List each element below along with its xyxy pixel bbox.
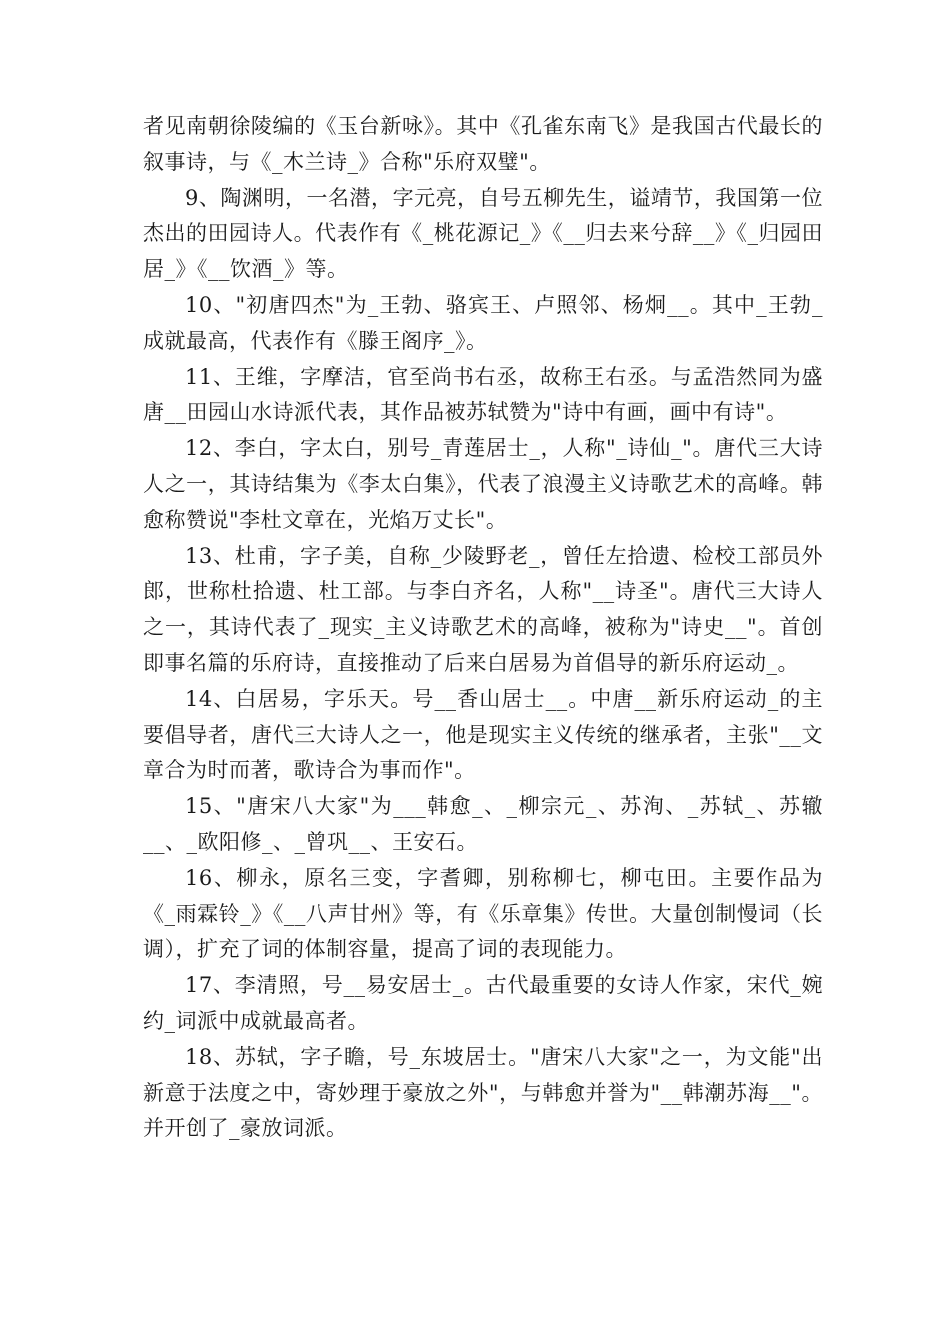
paragraph-item-14: 14、白居易，字乐天。号__香山居士__。中唐__新乐府运动_的主要倡导者，唐代三大诗人之一，他是现实主义传统的继承者，主张"__文章合为时而著，歌诗合为事而作"。 (143, 686, 823, 783)
paragraph-item-11: 11、王维，字摩洁，官至尚书右丞，故称王右丞。与孟浩然同为盛唐__田园山水诗派代表，其作品被苏轼赞为"诗中有画，画中有诗"。 (143, 364, 823, 425)
paragraph-item-15: 15、"唐宋八大家"为___韩愈_、_柳宗元_、苏洵、_苏轼_、苏辙__、_欧阳修_、_曾巩__、王安石。 (143, 794, 823, 854)
paragraph-item-10: 10、"初唐四杰"为_王勃、骆宾王、卢照邻、杨炯__。其中_王勃_成就最高，代表作有《滕王阁序_》。 (143, 292, 823, 353)
document-body (143, 109, 823, 1147)
paragraph-item-13: 13、杜甫，字子美，自称_少陵野老_，曾任左拾遗、检校工部员外郎，世称杜拾遗、杜工部。与李白齐名，人称"__诗圣"。唐代三大诗人之一，其诗代表了_现实_主义诗歌艺术的高峰，被称为"诗史__"。首创即事名篇的乐府诗，直接推动了后来白居易为首倡导的新乐府运动_。 (143, 543, 823, 675)
paragraph-item-16: 16、柳永，原名三变，字耆卿，别称柳七，柳屯田。主要作品为《_雨霖铃_》《__八声甘州》等，有《乐章集》传世。大量创制慢词（长调），扩充了词的体制容量，提高了词的表现能力。 (143, 865, 823, 962)
paragraph-continuation: 者见南朝徐陵编的《玉台新咏》。其中《孔雀东南飞》是我国古代最长的叙事诗，与《_木兰诗_》合称"乐府双璧"。 (143, 114, 823, 174)
paragraph-item-17: 17、李清照，号__易安居士_。古代最重要的女诗人作家，宋代_婉约_词派中成就最高者。 (143, 973, 823, 1033)
paragraph-item-12: 12、李白，字太白，别号_青莲居士_，人称"_诗仙_"。唐代三大诗人之一，其诗结集为《李太白集》，代表了浪漫主义诗歌艺术的高峰。韩愈称赞说"李杜文章在，光焰万丈长"。 (143, 436, 823, 532)
paragraph-item-18: 18、苏轼，字子瞻，号_东坡居士。"唐宋八大家"之一，为文能"出新意于法度之中，寄妙理于豪放之外"，与韩愈并誉为"__韩潮苏海__"。并开创了_豪放词派。 (143, 1044, 823, 1141)
paragraph-item-9: 9、陶渊明，一名潜，字元亮，自号五柳先生，谥靖节，我国第一位杰出的田园诗人。代表作有《_桃花源记_》《__归去来兮辞__》《_归园田居_》《__饮酒_》等。 (143, 185, 823, 282)
